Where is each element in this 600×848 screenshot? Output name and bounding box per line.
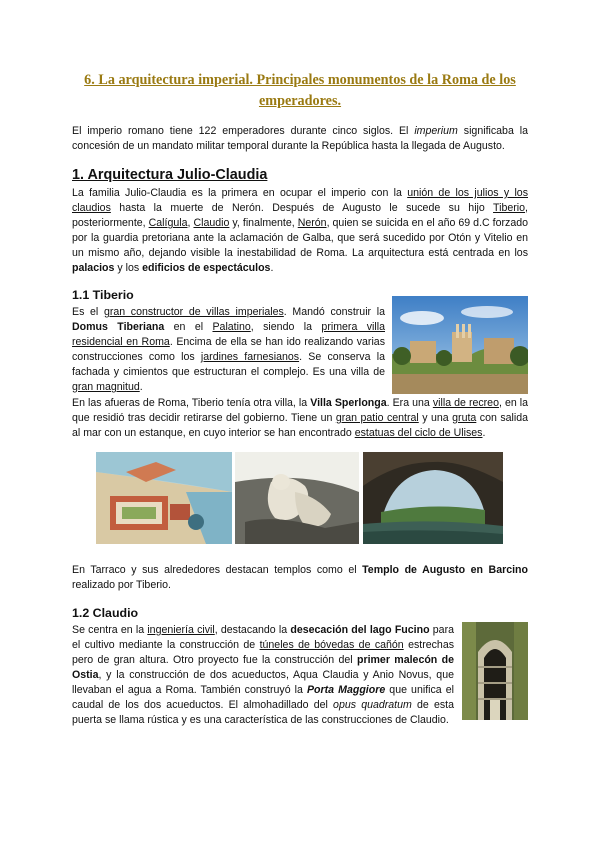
title-line-2: emperadores. xyxy=(258,93,342,109)
subsection-heading-claudio: 1.2 Claudio xyxy=(72,606,139,620)
imperium-term: imperium xyxy=(414,125,458,137)
sperlonga-grotto-photo xyxy=(363,452,503,544)
tiberio-paragraph-2: En las afueras de Roma, Tiberio tenía otra villa, la Villa Sperlonga. Era una villa de recreo, en la que residió tras decidir retirarse del gobierno. Tiene un gran patio central y una gruta con salida al mar con un estanque, en cuyo interior se han encontrado estatuas del ciclo de Ulises. xyxy=(72,397,529,439)
subsection-heading-tiberio: 1.1 Tiberio xyxy=(72,288,134,302)
intro-paragraph: El imperio romano tiene 122 emperadores durante cinco siglos. El imperium significaba la concesión de un mandato militar temporal durante la República hasta la llegada de Augusto. xyxy=(72,125,528,152)
ulysses-sculpture-photo xyxy=(235,452,359,544)
tarraco-paragraph: En Tarraco y sus alrededores destacan templos como el Templo de Augusto en Barcino realizado por Tiberio. xyxy=(72,564,528,591)
section-heading-julio-claudia: 1. Arquitectura Julio-Claudia xyxy=(72,167,268,183)
tiberio-paragraph-1: Es el gran constructor de villas imperiales. Mandó construir la Domus Tiberiana en el Palatino, siendo la primera villa residencial en Roma. Encima de ella se han ido realizando varias construcciones como los jardines farnesianos. Se conserva la fachada y cimientos que estructuran el complejo. Es una villa de gran magnitud. xyxy=(72,306,386,393)
claudio-paragraph: Se centra en la ingeniería civil, destacando la desecación del lago Fucino para el cultivo mediante la construcción de túneles de bóvedas de cañón estrechas pero de gran altura. Otro proyecto fue la construcción del primer malecón de Ostia, y la construcción de dos acueductos, Aqua Claudia y Anio Novus, que llevaban el agua a Roma. También construyó la Porta Maggiore que unifica el caudal de los dos acueductos. El almohadillado del opus quadratum de esta puerta se llama rústica y es una característica de las construcciones de Claudio. xyxy=(72,624,455,726)
title-line-1: 6. La arquitectura imperial. Principales monumentos de la Roma de los xyxy=(84,72,516,88)
document-title xyxy=(72,70,528,112)
palatine-ruins-photo xyxy=(392,296,528,394)
fucino-tunnel-photo xyxy=(462,622,528,720)
sperlonga-reconstruction-image xyxy=(96,452,232,544)
julio-claudia-paragraph: La familia Julio-Claudia es la primera en ocupar el imperio con la unión de los julios y los claudios hasta la muerte de Nerón. Después de Augusto le sucede su hijo Tiberio, posteriormente, Calígula, Claudio y, finalmente, Nerón, quien se suicida en el año 69 d.C forzado por la guardia pretoriana ante la aclamación de Galba, que será sucedido por Otón y Vitelio en un mismo año, dejando visible la inestabilidad de Roma. La arquitectura está centrada en los palacios y los edificios de espectáculos. xyxy=(72,187,529,274)
